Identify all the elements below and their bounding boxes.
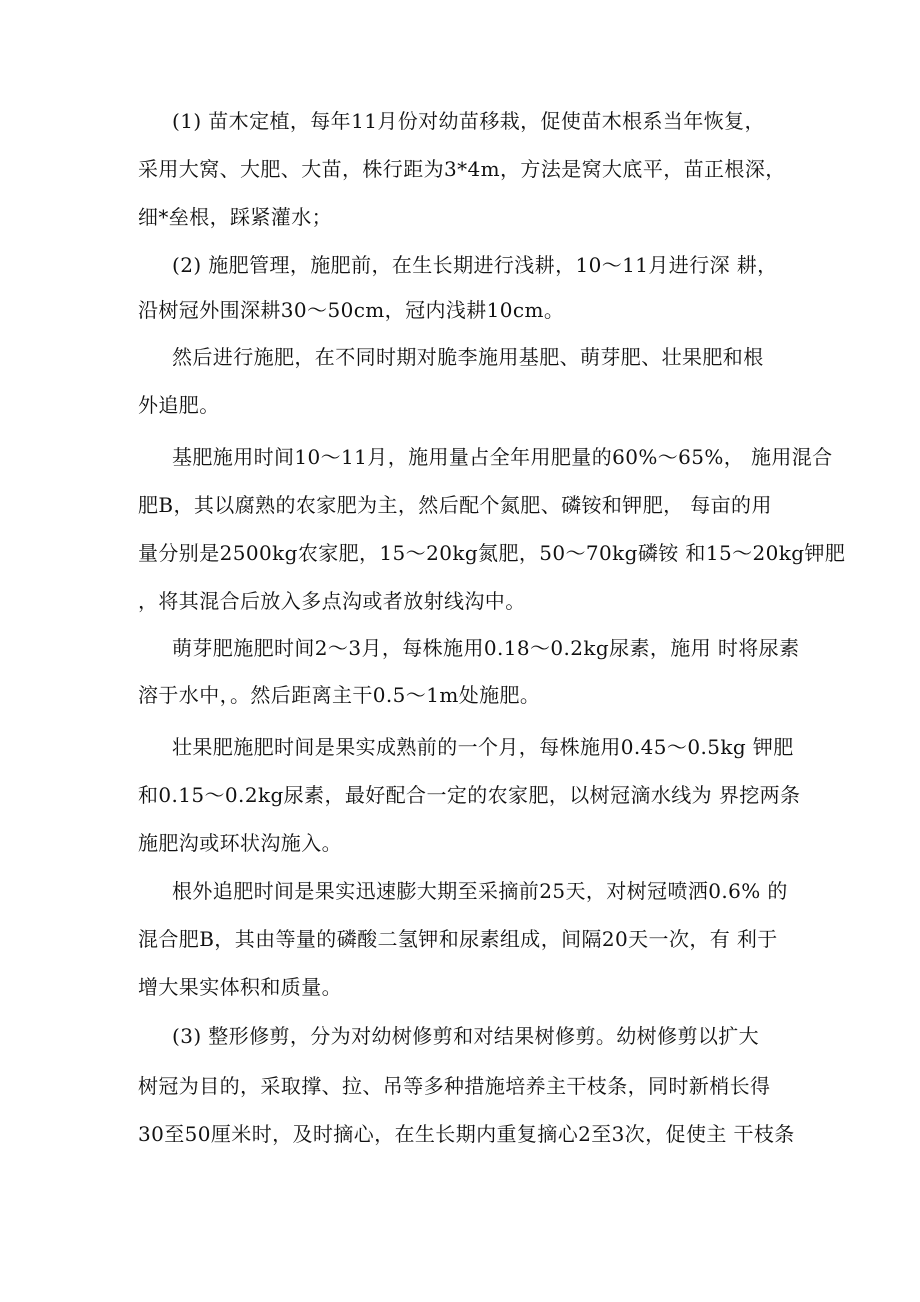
text-line: 根外追肥时间是果实迅速膨大期至采摘前25天，对树冠喷洒0.6% 的 [172, 879, 788, 903]
text-line: 树冠为目的，采取撑、拉、吊等多种措施培养主干枝条，同时新梢长得 [138, 1074, 771, 1098]
text-line: 量分别是2500kg农家肥，15～20kg氮肥，50～70kg磷铵 和15～20kg钾肥 [138, 541, 846, 565]
text-line: 混合肥B，其由等量的磷酸二氢钾和尿素组成，间隔20天一次，有 利于 [138, 927, 778, 951]
text-line: (2) 施肥管理，施肥前，在生长期进行浅耕，10～11月进行深 耕， [172, 253, 778, 277]
text-line: 溶于水中，。然后距离主干0.5～1m处施肥。 [138, 683, 541, 707]
text-line: (1) 苗木定植，每年11月份对幼苗移栽，促使苗木根系当年恢复， [172, 109, 765, 133]
text-line: 沿树冠外围深耕30～50cm，冠内浅耕10cm。 [138, 298, 565, 322]
text-line: 和0.15～0.2kg尿素，最好配合一定的农家肥，以树冠滴水线为 界挖两条 [138, 783, 801, 807]
text-line: 30至50厘米时，及时摘心，在生长期内重复摘心2至3次，促使主 干枝条 [138, 1122, 795, 1146]
text-line: ，将其混合后放入多点沟或者放射线沟中。 [138, 589, 526, 613]
text-line: 壮果肥施肥时间是果实成熟前的一个月，每株施用0.45～0.5kg 钾肥 [172, 735, 794, 759]
text-line: 采用大窝、大肥、大苗，株行距为3*4m，方法是窝大底平，苗正根深， [138, 157, 786, 181]
text-line: (3) 整形修剪，分为对幼树修剪和对结果树修剪。幼树修剪以扩大 [172, 1024, 760, 1048]
text-line: 施肥沟或环状沟施入。 [138, 831, 342, 855]
text-line: 肥B，其以腐熟的农家肥为主，然后配个氮肥、磷铵和钾肥， 每亩的用 [138, 493, 772, 517]
text-line: 萌芽肥施肥时间2～3月，每株施用0.18～0.2kg尿素，施用 时将尿素 [172, 636, 800, 660]
text-line: 外追肥。 [138, 393, 220, 417]
text-line: 增大果实体积和质量。 [138, 975, 342, 999]
text-line: 细*垒根，踩紧灌水； [138, 205, 332, 229]
text-line: 然后进行施肥，在不同时期对脆李施用基肥、萌芽肥、壮果肥和根 [172, 345, 764, 369]
text-line: 基肥施用时间10～11月，施用量占全年用肥量的60%～65%， 施用混合 [172, 445, 833, 469]
